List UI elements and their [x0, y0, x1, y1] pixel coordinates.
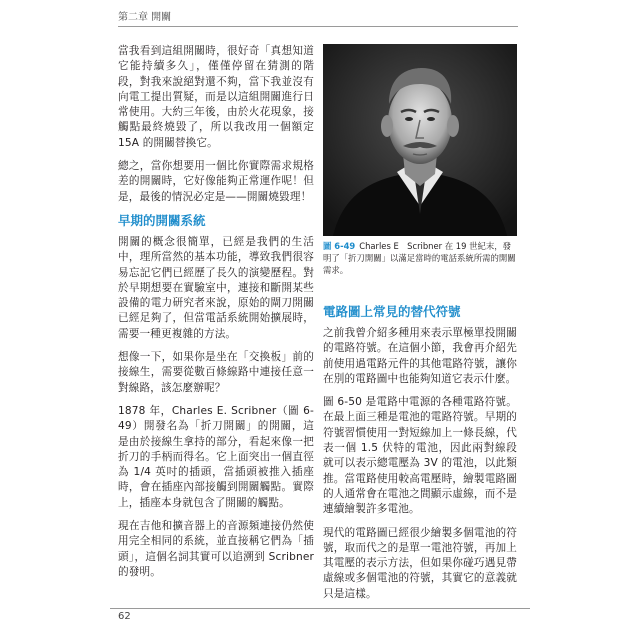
figure-caption	[323, 240, 517, 276]
portrait-photo	[323, 44, 517, 236]
right-column	[323, 302, 517, 610]
paragraph: 當我看到這組開關時，很好奇「真想知道它能持續多久」，僅僅停留在猜測的階段，對我來說絕對還不夠，當下我並沒有向電工提出質疑，而是以這組開關進行日常使用。大約三年後，由於火花現象，接觸點最終燒毀了，所以我改用一個額定 15A 的開關替換它。	[118, 45, 314, 149]
paragraph: 之前我曾介紹多種用來表示單極單投開關的電路符號。在這個小節，我會再介紹先前使用過電路元件的其他電路符號，讓你在別的電路圖中也能夠知道它表示什麼。	[323, 327, 517, 385]
portrait-illustration	[323, 44, 517, 236]
paragraph: 1878 年，Charles E. Scribner（圖 6-49）開發名為「折刀開關」的開關，這是由於接線生拿持的部分，看起來像一把折刀的手柄而得名。它上面突出一個直徑為 1/4 英吋的插頭，當插頭被推入插座時，會在插座內部接觸到開關觸點。實際上，插座本身就包含了開關的觸點。	[118, 404, 314, 509]
figure-caption-text: Charles E Scribner 在 19 世紀末，發明了「折刀開關」以滿足當時的電話系統所需的開關需求。	[323, 241, 516, 275]
paragraph: 圖 6-50 是電路中電源的各種電路符號。在最上面三種是電池的電路符號。早期的符號習慣使用一對短線加上一條長線，代表一個 1.5 伏特的電池，因此兩對線段就可以表示總電壓為 3V 的電池，以此類推。當電路使用較高電壓時，繪製電路圖的人通常會在電池之間顯示虛線，而不是連續繪製許多電池。	[323, 396, 517, 516]
paragraph: 總之，當你想要用一個比你實際需求規格差的開關時，它好像能夠正常運作呢！但是，最後的情況必定是——開關燒毀理！	[118, 160, 314, 203]
running-head: 第二章 開關	[118, 11, 518, 27]
figure-label: 圖 6-49	[323, 241, 356, 251]
section-title-early-switches: 早期的開關系統	[118, 212, 206, 228]
page-number: 62	[118, 611, 131, 622]
paragraph: 開關的概念很簡單，已經是我們的生活中，理所當然的基本功能，導致我們很容易忘記它們已經歷了長久的演變歷程。對於早期想要在實驗室中，連接和斷開某些設備的電力研究者來說，原始的閘刀開關已經足夠了，但當電話系統開始擴展時，需要一種更複雜的方法。	[118, 235, 314, 340]
left-column	[118, 44, 314, 588]
section-title-alt-symbols: 電路圖上常見的替代符號	[323, 304, 461, 319]
footer-rule	[110, 608, 530, 609]
paragraph: 想像一下，如果你是坐在「交換板」前的接線生，需要從數百條線路中連接任意一對線路，該怎麼辦呢？	[118, 351, 314, 394]
paragraph: 現代的電路圖已經很少繪製多個電池的符號，取而代之的是單一電池符號，再加上其電壓的表示方法，但如果你碰巧遇見帶虛線或多個電池的符號，其實它的意義就只是這樣。	[323, 526, 517, 600]
paragraph: 現在吉他和擴音器上的音源頻連接仍然使用完全相同的系統，並直接稱它們為「插頭」，這個名詞其實可以追溯到 Scribner 的發明。	[118, 520, 314, 578]
